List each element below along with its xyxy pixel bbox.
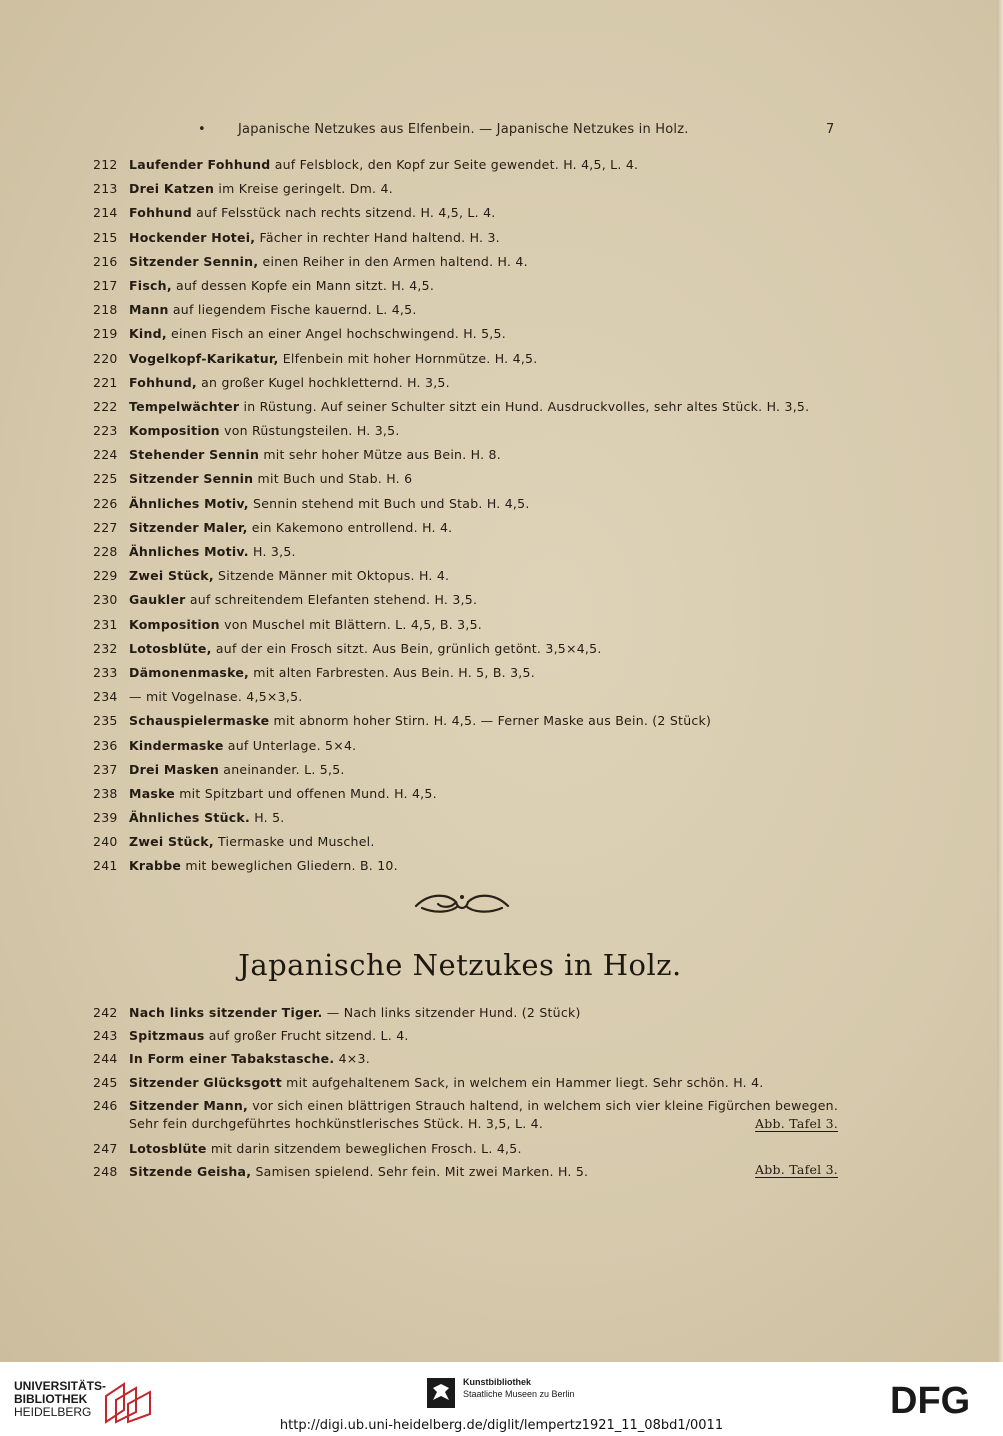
catalog-entry — [93, 567, 838, 591]
entry-text: mit aufgehaltenem Sack, in welchem ein Hammer liegt. Sehr schön. H. 4. — [281, 1074, 764, 1090]
university-library-name — [14, 1380, 106, 1419]
entry-text: auf liegendem Fische kauernd. L. 4,5. — [168, 302, 417, 318]
catalog-entry — [93, 180, 838, 204]
entry-text: ein Kakemono entrollend. H. 4. — [247, 519, 453, 535]
entry-title: Fisch, — [129, 277, 172, 293]
entry-text: mit sehr hoher Mütze aus Bein. H. 8. — [259, 447, 501, 463]
running-title: Japanische Netzukes aus Elfenbein. — Japanische Netzukes in Holz. — [238, 122, 689, 137]
catalog-entry — [93, 398, 838, 422]
logo-line-1: UNIVERSITÄTS- — [14, 1379, 107, 1393]
entry-number: 242 — [93, 1005, 118, 1020]
catalog-entry — [93, 640, 838, 664]
entry-number: 215 — [93, 229, 118, 245]
digitization-footer — [0, 1362, 1003, 1436]
catalog-entry — [93, 156, 838, 180]
entry-number: 222 — [93, 398, 118, 414]
entry-title: Kindermaske — [129, 737, 224, 753]
catalog-entry — [93, 809, 838, 833]
catalog-entry — [93, 591, 838, 615]
catalog-entry — [93, 1050, 838, 1073]
catalog-entry — [93, 737, 838, 761]
entry-text: mit Buch und Stab. H. 6 — [253, 471, 413, 487]
entry-title: Hockender Hotei, — [129, 229, 256, 245]
entry-number: 224 — [93, 447, 118, 463]
entry-title: Fohhund — [129, 205, 192, 221]
catalog-entry — [93, 616, 838, 640]
dfg-logo[interactable] — [890, 1382, 990, 1418]
entry-number: 226 — [93, 495, 118, 511]
entry-number: 221 — [93, 374, 118, 390]
entry-text: H. 5. — [249, 810, 285, 826]
entry-number: 235 — [93, 713, 118, 729]
entry-number: 229 — [93, 568, 118, 584]
entry-title: Dämonenmaske, — [129, 664, 250, 680]
catalog-entry — [93, 1074, 838, 1097]
entry-number: 245 — [93, 1074, 118, 1090]
entry-title: Ähnliches Stück. — [129, 810, 250, 826]
entry-number: 214 — [93, 205, 118, 221]
entry-title: Kind, — [129, 326, 167, 342]
catalog-entry — [93, 688, 838, 712]
entry-number: 228 — [93, 544, 118, 559]
entry-title: Vogelkopf-Karikatur, — [129, 350, 279, 366]
entry-title: Lotosblüte — [129, 1140, 207, 1156]
logo-line-2: BIBLIOTHEK — [14, 1392, 88, 1406]
catalog-entry — [93, 1004, 838, 1027]
entry-title: Sitzender Sennin, — [129, 253, 259, 269]
entry-number: 239 — [93, 810, 118, 826]
entry-text: auf der ein Frosch sitzt. Aus Bein, grünlich getönt. 3,5×4,5. — [211, 640, 602, 656]
entry-text: mit Spitzbart und offenen Mund. H. 4,5. — [175, 785, 437, 801]
entry-title: Sitzender Sennin — [129, 471, 254, 487]
catalog-entry — [93, 1027, 838, 1050]
catalog-entry — [93, 519, 838, 543]
entry-text: H. 3,5. — [248, 544, 296, 559]
entry-text: einen Fisch an einer Angel hochschwingend. H. 5,5. — [166, 326, 506, 342]
entry-title: Ähnliches Motiv. — [129, 544, 249, 559]
entry-title: Mann — [129, 302, 169, 318]
entry-text: Fächer in rechter Hand haltend. H. 3. — [255, 229, 500, 245]
entry-text: Tiermaske und Muschel. — [213, 834, 375, 850]
entry-title: Komposition — [129, 616, 220, 632]
entry-title: Drei Masken — [129, 761, 220, 777]
entry-number: 233 — [93, 664, 118, 680]
entry-title: Laufender Fohhund — [129, 157, 271, 172]
entry-title: Maske — [129, 785, 176, 801]
entry-text: im Kreise geringelt. Dm. 4. — [214, 181, 393, 197]
entry-number: 219 — [93, 326, 118, 342]
entry-number: 236 — [93, 737, 118, 753]
entry-number: 212 — [93, 157, 118, 172]
catalog-entry — [93, 446, 838, 470]
entry-title: Komposition — [129, 423, 220, 439]
catalog-entry — [93, 277, 838, 301]
header-bullet: • — [198, 122, 206, 137]
entry-number: 225 — [93, 471, 118, 487]
logo-line-3: HEIDELBERG — [14, 1405, 92, 1419]
entry-text: Elfenbein mit hoher Hornmütze. H. 4,5. — [278, 350, 538, 366]
entry-text: von Rüstungsteilen. H. 3,5. — [219, 423, 400, 439]
entry-title: Tempelwächter — [129, 398, 240, 414]
kunstbibliothek-logo[interactable] — [427, 1376, 647, 1412]
catalog-entry — [93, 350, 838, 374]
entry-text: auf großer Frucht sitzend. L. 4. — [204, 1028, 409, 1044]
entry-number: 247 — [93, 1140, 118, 1156]
entry-number: 237 — [93, 761, 118, 777]
ornament-flourish — [412, 888, 512, 916]
entry-number: 241 — [93, 858, 118, 874]
entry-text: mit beweglichen Gliedern. B. 10. — [181, 858, 398, 874]
dfg-logo-text: DFG — [890, 1382, 971, 1418]
catalog-entry — [93, 325, 838, 349]
entry-number: 231 — [93, 616, 118, 632]
page-number: 7 — [826, 122, 835, 137]
entry-title: Zwei Stück, — [129, 568, 214, 584]
entry-number: 230 — [93, 592, 118, 608]
entry-text-continued: Sehr fein durchgeführtes hochkünstlerisches Stück. H. 3,5, L. 4. — [129, 1115, 544, 1131]
plate-reference: Abb. Tafel 3. — [755, 1115, 838, 1131]
catalog-list-ivory — [93, 156, 838, 882]
catalog-entry — [93, 761, 838, 785]
entry-title: Sitzender Glücksgott — [129, 1074, 282, 1090]
kb-line-2: Staatliche Museen zu Berlin — [463, 1389, 575, 1399]
section-heading: Japanische Netzukes in Holz. — [238, 948, 682, 982]
catalog-entry — [93, 833, 838, 857]
entry-number: 227 — [93, 519, 118, 535]
catalog-entry — [93, 495, 838, 519]
museum-eagle-icon — [427, 1378, 455, 1408]
entry-title: Fohhund, — [129, 374, 197, 390]
entry-title: Gaukler — [129, 592, 186, 608]
catalog-entry — [93, 1163, 838, 1186]
catalog-entry — [93, 229, 838, 253]
entry-number: 234 — [93, 689, 118, 705]
entry-number: 223 — [93, 423, 118, 439]
catalog-entry — [93, 301, 838, 325]
entry-number: 232 — [93, 640, 118, 656]
entry-number: 246 — [93, 1097, 118, 1113]
entry-text: auf dessen Kopfe ein Mann sitzt. H. 4,5. — [171, 277, 435, 293]
running-header — [0, 122, 1003, 142]
entry-number: 218 — [93, 302, 118, 318]
entry-title: Spitzmaus — [129, 1028, 205, 1044]
entry-title: Sitzender Maler, — [129, 519, 248, 535]
catalog-entry — [93, 712, 838, 736]
catalog-entry — [93, 785, 838, 809]
kb-line-1: Kunstbibliothek — [463, 1377, 531, 1387]
entry-text: einen Reiher in den Armen haltend. H. 4. — [258, 253, 528, 269]
catalog-entry — [93, 253, 838, 277]
entry-text: — mit Vogelnase. 4,5×3,5. — [129, 689, 303, 705]
entry-text: mit abnorm hoher Stirn. H. 4,5. — Ferner Maske aus Bein. (2 Stück) — [269, 713, 712, 729]
entry-text: 4×3. — [334, 1051, 370, 1067]
catalog-list-wood — [93, 1004, 838, 1186]
entry-title: Schauspielermaske — [129, 713, 270, 729]
entry-title: Stehender Sennin — [129, 447, 260, 463]
entry-title: Lotosblüte, — [129, 640, 212, 656]
page-edge — [997, 0, 1003, 1362]
entry-text: an großer Kugel hochkletternd. H. 3,5. — [196, 374, 450, 390]
entry-text: mit alten Farbresten. Aus Bein. H. 5, B. 3,5. — [249, 664, 535, 680]
catalog-entry — [93, 374, 838, 398]
entry-number: 216 — [93, 253, 118, 269]
catalog-entry — [93, 470, 838, 494]
entry-text: von Muschel mit Blättern. L. 4,5, B. 3,5. — [219, 616, 483, 632]
catalog-entry — [93, 1140, 838, 1163]
entry-title: Nach links sitzender Tiger. — [129, 1005, 323, 1020]
entry-number: 243 — [93, 1028, 118, 1044]
entry-number: 238 — [93, 785, 118, 801]
entry-number: 240 — [93, 834, 118, 850]
catalog-entry — [93, 204, 838, 228]
catalog-entry — [93, 664, 838, 688]
entry-text: in Rüstung. Auf seiner Schulter sitzt ein Hund. Ausdruckvolles, sehr altes Stück. H. 3,5. — [239, 398, 810, 414]
entry-number: 217 — [93, 277, 118, 293]
entry-title: Krabbe — [129, 858, 182, 874]
plate-reference: Abb. Tafel 3. — [755, 1161, 838, 1177]
entry-text: — Nach links sitzender Hund. (2 Stück) — [322, 1005, 581, 1020]
entry-title: Zwei Stück, — [129, 834, 214, 850]
entry-text: auf Felsblock, den Kopf zur Seite gewendet. H. 4,5, L. 4. — [270, 157, 639, 172]
entry-title: Sitzende Geisha, — [129, 1163, 252, 1179]
permalink-url[interactable]: http://digi.ub.uni-heidelberg.de/diglit/lempertz1921_11_08bd1/0011 — [279, 1418, 724, 1433]
entry-text: aneinander. L. 5,5. — [219, 761, 345, 777]
entry-number: 244 — [93, 1051, 118, 1067]
entry-text: Sennin stehend mit Buch und Stab. H. 4,5. — [248, 495, 530, 511]
entry-text: auf schreitendem Elefanten stehend. H. 3,5. — [185, 592, 478, 608]
catalog-entry — [93, 422, 838, 446]
catalog-entry — [93, 1097, 838, 1140]
entry-title: In Form einer Tabakstasche. — [129, 1051, 335, 1067]
entry-text: Samisen spielend. Sehr fein. Mit zwei Marken. H. 5. — [251, 1163, 589, 1179]
entry-title: Ähnliches Motiv, — [129, 495, 249, 511]
entry-number: 213 — [93, 181, 118, 197]
catalog-entry — [93, 543, 838, 567]
entry-text: mit darin sitzendem beweglichen Frosch. L. 4,5. — [206, 1140, 522, 1156]
kunstbibliothek-text — [463, 1376, 575, 1400]
catalog-entry — [93, 857, 838, 881]
entry-text: vor sich einen blättrigen Strauch haltend, in welchem sich vier kleine Figürchen bewegen. — [248, 1097, 839, 1113]
entry-title: Sitzender Mann, — [129, 1097, 249, 1113]
entry-title: Drei Katzen — [129, 181, 215, 197]
entry-number: 220 — [93, 350, 118, 366]
entry-text: Sitzende Männer mit Oktopus. H. 4. — [213, 568, 450, 584]
entry-number: 248 — [93, 1163, 118, 1179]
entry-text: auf Unterlage. 5×4. — [223, 737, 357, 753]
entry-text: auf Felsstück nach rechts sitzend. H. 4,5, L. 4. — [191, 205, 496, 221]
